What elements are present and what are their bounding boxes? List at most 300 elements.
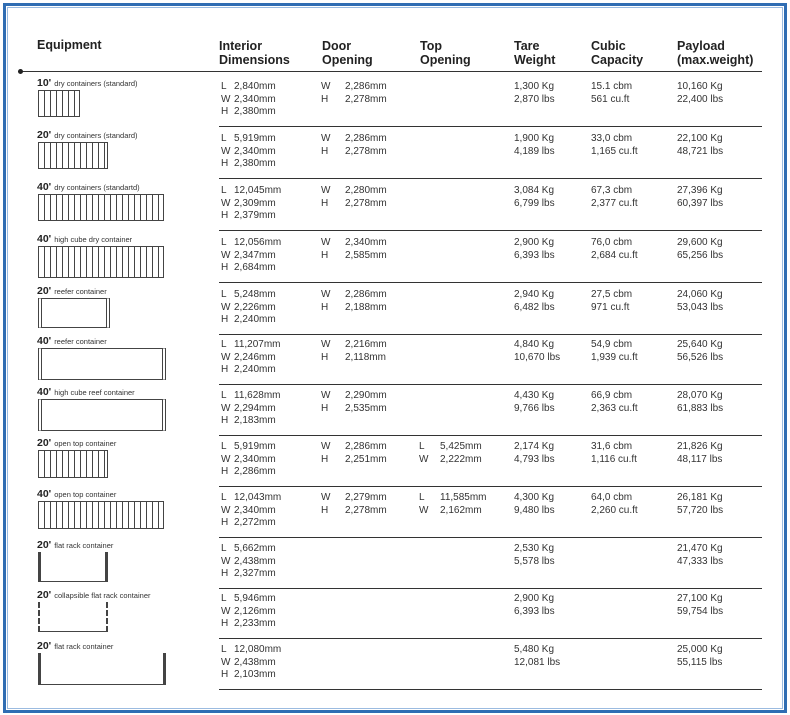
interior-w — [221, 94, 276, 107]
tare-cell — [514, 644, 560, 669]
interior-h — [221, 314, 276, 327]
dim-value: 2,585mm — [345, 249, 387, 261]
door-w — [321, 339, 387, 352]
dim-value: 2,840mm — [234, 81, 276, 92]
tare-value: 2,900 Kg — [514, 593, 555, 604]
equipment-size: 20' — [37, 285, 52, 297]
cubic-value: 1,939 cu.ft — [591, 351, 638, 363]
dim-label: W — [321, 339, 331, 350]
tare-value: 6,482 lbs — [514, 301, 555, 313]
payload-value: 29,600 Kg — [677, 237, 723, 248]
payload-cell — [677, 543, 723, 568]
interior-dimensions — [221, 593, 276, 631]
header-rule-dot — [18, 69, 23, 74]
dim-value: 2,379mm — [234, 210, 276, 221]
dim-label: W — [221, 656, 231, 668]
cubic-value: 54,9 cbm — [591, 339, 633, 350]
row-divider — [219, 282, 762, 283]
dim-value: 2,278mm — [345, 504, 387, 516]
payload-value: 65,256 lbs — [677, 249, 724, 261]
dim-value: 12,080mm — [234, 644, 282, 655]
interior-l — [221, 644, 281, 657]
table-row — [0, 487, 790, 538]
equipment-size: 20' — [37, 589, 52, 601]
equipment-type: high cube dry container — [54, 235, 133, 244]
dim-label: W — [221, 605, 231, 617]
equipment-name — [37, 77, 138, 89]
payload-cell — [677, 593, 723, 618]
tare-value: 2,870 lbs — [514, 93, 555, 105]
door-h — [321, 505, 387, 518]
dim-value: 2,286mm — [345, 133, 387, 144]
table-row — [0, 436, 790, 487]
payload-value: 47,333 lbs — [677, 555, 724, 567]
row-divider — [219, 230, 762, 231]
payload-value: 21,470 Kg — [677, 543, 723, 554]
dim-label: L — [221, 644, 227, 655]
dim-value: 2,438mm — [234, 656, 276, 668]
dim-label: H — [221, 669, 229, 680]
tare-value: 4,793 lbs — [514, 453, 555, 465]
dim-label: H — [221, 568, 229, 579]
door-w — [321, 390, 387, 403]
door-w — [321, 237, 387, 250]
dim-label: W — [221, 351, 231, 363]
dim-label: H — [321, 402, 329, 414]
header-cubic-capacity: Cubic Capacity — [591, 39, 644, 67]
tare-value: 9,480 lbs — [514, 504, 555, 516]
tare-value: 5,578 lbs — [514, 555, 555, 567]
dim-label: H — [221, 466, 229, 477]
tare-value: 2,530 Kg — [514, 543, 555, 554]
dim-label: W — [221, 93, 231, 105]
payload-value: 26,181 Kg — [677, 492, 723, 503]
dim-label: H — [321, 145, 329, 157]
interior-dimensions — [221, 492, 281, 530]
equipment-size: 40' — [37, 488, 52, 500]
payload-value: 10,160 Kg — [677, 81, 723, 92]
interior-l — [221, 185, 281, 198]
dim-value: 2,286mm — [345, 441, 387, 452]
dim-value: 2,251mm — [345, 453, 387, 465]
dim-value: 2,118mm — [345, 351, 386, 363]
dim-label: W — [419, 504, 429, 516]
door-h — [321, 94, 387, 107]
dim-label: H — [321, 504, 329, 516]
tare-cell — [514, 543, 555, 568]
tare-value: 6,393 lbs — [514, 249, 555, 261]
table-row — [0, 76, 790, 127]
dim-value: 2,103mm — [234, 669, 276, 680]
dim-value: 5,425mm — [440, 441, 482, 452]
dim-label: W — [221, 145, 231, 157]
tare-value: 2,900 Kg — [514, 237, 555, 248]
equipment-name — [37, 129, 138, 141]
payload-value: 24,060 Kg — [677, 289, 723, 300]
equipment-size: 20' — [37, 539, 52, 551]
dim-label: H — [221, 314, 229, 325]
equipment-type: reefer container — [54, 337, 107, 346]
dim-label: W — [321, 133, 331, 144]
dim-label: H — [221, 106, 229, 117]
dim-value: 2,226mm — [234, 301, 276, 313]
door-h — [321, 454, 387, 467]
interior-dimensions — [221, 81, 276, 119]
interior-l — [221, 492, 281, 505]
dim-value: 12,045mm — [234, 185, 282, 196]
door-opening — [321, 492, 387, 517]
dim-label: L — [221, 339, 227, 350]
door-opening — [321, 289, 387, 314]
cubic-value: 2,377 cu.ft — [591, 197, 638, 209]
tare-value: 4,430 Kg — [514, 390, 555, 401]
payload-value: 48,721 lbs — [677, 145, 724, 157]
payload-cell — [677, 390, 723, 415]
dim-label: W — [221, 453, 231, 465]
dim-label: W — [321, 441, 331, 452]
door-opening — [321, 339, 387, 364]
dim-label: H — [321, 301, 329, 313]
cubic-cell — [591, 339, 638, 364]
interior-l — [221, 390, 281, 403]
interior-h — [221, 517, 281, 530]
interior-h — [221, 415, 281, 428]
cubic-cell — [591, 390, 638, 415]
payload-value: 57,720 lbs — [677, 504, 724, 516]
interior-h — [221, 618, 276, 631]
tare-value: 4,300 Kg — [514, 492, 555, 503]
dim-value: 2,278mm — [345, 145, 387, 157]
top-l — [419, 441, 482, 454]
dim-value: 5,919mm — [234, 133, 276, 144]
dim-label: W — [321, 492, 331, 503]
door-h — [321, 250, 387, 263]
equipment-name — [37, 488, 116, 500]
dim-label: L — [221, 81, 227, 92]
equipment-type: dry containers (standard) — [54, 79, 138, 88]
equipment-name — [37, 539, 113, 551]
payload-cell — [677, 339, 723, 364]
dim-value: 2,286mm — [234, 466, 276, 477]
tare-cell — [514, 289, 555, 314]
tare-cell — [514, 390, 555, 415]
equipment-name — [37, 181, 140, 193]
cubic-value: 1,116 cu.ft — [591, 453, 637, 465]
interior-l — [221, 543, 276, 556]
cubic-value: 2,260 cu.ft — [591, 504, 638, 516]
tare-value: 5,480 Kg — [514, 644, 555, 655]
tare-value: 6,799 lbs — [514, 197, 555, 209]
dim-label: H — [221, 415, 229, 426]
dim-value: 2,286mm — [345, 289, 387, 300]
dim-value: 2,278mm — [345, 197, 387, 209]
dim-label: H — [321, 453, 329, 465]
header-payload: Payload (max.weight) — [677, 39, 754, 67]
payload-cell — [677, 81, 723, 106]
table-row — [0, 588, 790, 639]
cubic-cell — [591, 133, 638, 158]
equipment-size: 10' — [37, 77, 52, 89]
dim-value: 2,347mm — [234, 249, 276, 261]
dim-label: W — [221, 555, 231, 567]
door-w — [321, 441, 387, 454]
tare-value: 3,084 Kg — [514, 185, 555, 196]
interior-l — [221, 593, 276, 606]
interior-dimensions — [221, 237, 281, 275]
tare-value: 4,189 lbs — [514, 145, 555, 157]
equipment-name — [37, 589, 151, 601]
dim-value: 2,279mm — [345, 492, 387, 503]
table-row — [0, 232, 790, 283]
dim-value: 2,294mm — [234, 402, 276, 414]
dim-value: 2,438mm — [234, 555, 276, 567]
equipment-name — [37, 285, 107, 297]
interior-l — [221, 81, 276, 94]
equipment-size: 20' — [37, 129, 52, 141]
payload-value: 59,754 lbs — [677, 605, 724, 617]
dim-value: 2,340mm — [234, 453, 276, 465]
door-opening — [321, 441, 387, 466]
payload-value: 27,396 Kg — [677, 185, 723, 196]
equipment-type: flat rack container — [54, 642, 114, 651]
interior-l — [221, 339, 281, 352]
door-w — [321, 289, 387, 302]
dim-label: H — [221, 158, 229, 169]
row-divider — [219, 689, 762, 690]
tare-value: 1,300 Kg — [514, 81, 555, 92]
payload-value: 25,000 Kg — [677, 644, 723, 655]
dim-value: 2,272mm — [234, 517, 276, 528]
container-icon — [38, 298, 110, 328]
top-w — [419, 505, 487, 518]
equipment-type: open top container — [54, 490, 117, 499]
dim-value: 2,240mm — [234, 314, 276, 325]
dim-label: W — [321, 390, 331, 401]
dim-label: L — [221, 593, 227, 604]
tare-cell — [514, 237, 555, 262]
equipment-type: open top container — [54, 439, 117, 448]
equipment-size: 40' — [37, 181, 52, 193]
cubic-value: 33,0 cbm — [591, 133, 633, 144]
interior-h — [221, 669, 281, 682]
door-w — [321, 185, 387, 198]
tare-value: 9,766 lbs — [514, 402, 555, 414]
cubic-value: 971 cu.ft — [591, 301, 630, 313]
interior-dimensions — [221, 543, 276, 581]
interior-w — [221, 454, 276, 467]
payload-value: 61,883 lbs — [677, 402, 724, 414]
dim-label: L — [221, 390, 227, 401]
dim-value: 5,946mm — [234, 593, 276, 604]
dim-value: 2,535mm — [345, 402, 387, 414]
dim-value: 2,183mm — [234, 415, 276, 426]
top-opening — [419, 492, 487, 517]
payload-value: 56,526 lbs — [677, 351, 724, 363]
header-rule — [18, 71, 762, 72]
door-opening — [321, 237, 387, 262]
header-interior-dimensions: Interior Dimensions — [219, 39, 290, 67]
header-door-opening: Door Opening — [322, 39, 373, 67]
dim-value: 2,340mm — [234, 93, 276, 105]
tare-value: 4,840 Kg — [514, 339, 555, 350]
cubic-value: 76,0 cbm — [591, 237, 633, 248]
interior-l — [221, 289, 276, 302]
equipment-size: 40' — [37, 386, 52, 398]
interior-dimensions — [221, 390, 281, 428]
interior-h — [221, 262, 281, 275]
equipment-type: high cube reef container — [54, 388, 135, 397]
dim-label: L — [221, 133, 227, 144]
payload-value: 48,117 lbs — [677, 453, 723, 465]
container-icon — [38, 450, 108, 478]
container-icon — [38, 194, 164, 221]
dim-label: W — [321, 237, 331, 248]
equipment-type: dry containers (standard) — [54, 131, 138, 140]
interior-w — [221, 352, 281, 365]
cubic-cell — [591, 237, 638, 262]
dim-value: 2,233mm — [234, 618, 276, 629]
cubic-value: 64,0 cbm — [591, 492, 633, 503]
interior-dimensions — [221, 339, 281, 377]
dim-label: L — [221, 289, 227, 300]
tare-cell — [514, 593, 555, 618]
door-opening — [321, 133, 387, 158]
container-icon — [38, 399, 166, 431]
dim-label: H — [221, 517, 229, 528]
payload-cell — [677, 185, 723, 210]
payload-value: 21,826 Kg — [677, 441, 723, 452]
dim-value: 2,246mm — [234, 351, 276, 363]
row-divider — [219, 178, 762, 179]
payload-value: 60,397 lbs — [677, 197, 724, 209]
dim-value: 2,290mm — [345, 390, 387, 401]
dim-value: 2,126mm — [234, 605, 276, 617]
cubic-value: 27,5 cbm — [591, 289, 633, 300]
dim-label: L — [221, 185, 227, 196]
cubic-cell — [591, 289, 632, 314]
table-row — [0, 538, 790, 589]
interior-w — [221, 302, 276, 315]
table-row — [0, 128, 790, 179]
equipment-name — [37, 386, 135, 398]
payload-cell — [677, 644, 723, 669]
payload-cell — [677, 441, 723, 466]
equipment-name — [37, 640, 113, 652]
tare-value: 2,940 Kg — [514, 289, 555, 300]
door-h — [321, 403, 387, 416]
interior-h — [221, 210, 281, 223]
interior-dimensions — [221, 644, 281, 682]
top-w — [419, 454, 482, 467]
door-opening — [321, 185, 387, 210]
equipment-type: collapsible flat rack container — [54, 591, 151, 600]
interior-l — [221, 133, 276, 146]
container-icon — [38, 602, 108, 632]
cubic-cell — [591, 441, 637, 466]
cubic-value: 2,363 cu.ft — [591, 402, 638, 414]
dim-value: 2,188mm — [345, 301, 387, 313]
dim-value: 11,585mm — [440, 492, 487, 503]
dim-label: L — [221, 492, 227, 503]
interior-l — [221, 237, 281, 250]
equipment-type: flat rack container — [54, 541, 114, 550]
container-icon — [38, 348, 166, 380]
container-icon — [38, 90, 80, 117]
door-opening — [321, 81, 387, 106]
interior-w — [221, 403, 281, 416]
cubic-cell — [591, 492, 638, 517]
dim-value: 2,162mm — [440, 504, 482, 516]
header-equipment: Equipment — [37, 38, 102, 52]
door-h — [321, 198, 387, 211]
dim-label: L — [221, 237, 227, 248]
dim-value: 2,684mm — [234, 262, 276, 273]
dim-label: H — [221, 618, 229, 629]
payload-value: 22,400 lbs — [677, 93, 724, 105]
payload-value: 25,640 Kg — [677, 339, 723, 350]
dim-label: H — [321, 351, 329, 363]
tare-value: 12,081 lbs — [514, 656, 561, 668]
dim-value: 5,919mm — [234, 441, 276, 452]
dim-value: 2,280mm — [345, 185, 387, 196]
tare-cell — [514, 81, 555, 106]
table-row — [0, 639, 790, 690]
interior-dimensions — [221, 441, 276, 479]
interior-h — [221, 106, 276, 119]
equipment-size: 40' — [37, 233, 52, 245]
door-w — [321, 81, 387, 94]
tare-cell — [514, 492, 555, 517]
cubic-value: 67,3 cbm — [591, 185, 633, 196]
dim-label: W — [221, 197, 231, 209]
container-icon — [38, 142, 108, 169]
dim-label: H — [221, 210, 229, 221]
payload-value: 22,100 Kg — [677, 133, 723, 144]
dim-value: 2,340mm — [345, 237, 387, 248]
cubic-cell — [591, 81, 632, 106]
top-opening — [419, 441, 482, 466]
interior-w — [221, 606, 276, 619]
interior-w — [221, 198, 281, 211]
dim-label: L — [419, 492, 425, 503]
dim-value: 5,662mm — [234, 543, 276, 554]
equipment-name — [37, 233, 132, 245]
cubic-value: 1,165 cu.ft — [591, 145, 638, 157]
tare-value: 2,174 Kg — [514, 441, 555, 452]
interior-w — [221, 250, 281, 263]
dim-label: L — [221, 543, 227, 554]
interior-w — [221, 505, 281, 518]
dim-label: H — [321, 197, 329, 209]
door-h — [321, 146, 387, 159]
interior-dimensions — [221, 289, 276, 327]
dim-value: 11,207mm — [234, 339, 281, 350]
equipment-name — [37, 437, 116, 449]
payload-cell — [677, 289, 723, 314]
dim-value: 2,380mm — [234, 158, 276, 169]
interior-h — [221, 158, 276, 171]
header-top-opening: Top Opening — [420, 39, 471, 67]
interior-l — [221, 441, 276, 454]
dim-value: 11,628mm — [234, 390, 281, 401]
container-icon — [38, 501, 164, 529]
dim-value: 12,056mm — [234, 237, 282, 248]
interior-w — [221, 146, 276, 159]
payload-value: 28,070 Kg — [677, 390, 723, 401]
dim-value: 2,340mm — [234, 504, 276, 516]
payload-value: 27,100 Kg — [677, 593, 723, 604]
tare-cell — [514, 441, 555, 466]
